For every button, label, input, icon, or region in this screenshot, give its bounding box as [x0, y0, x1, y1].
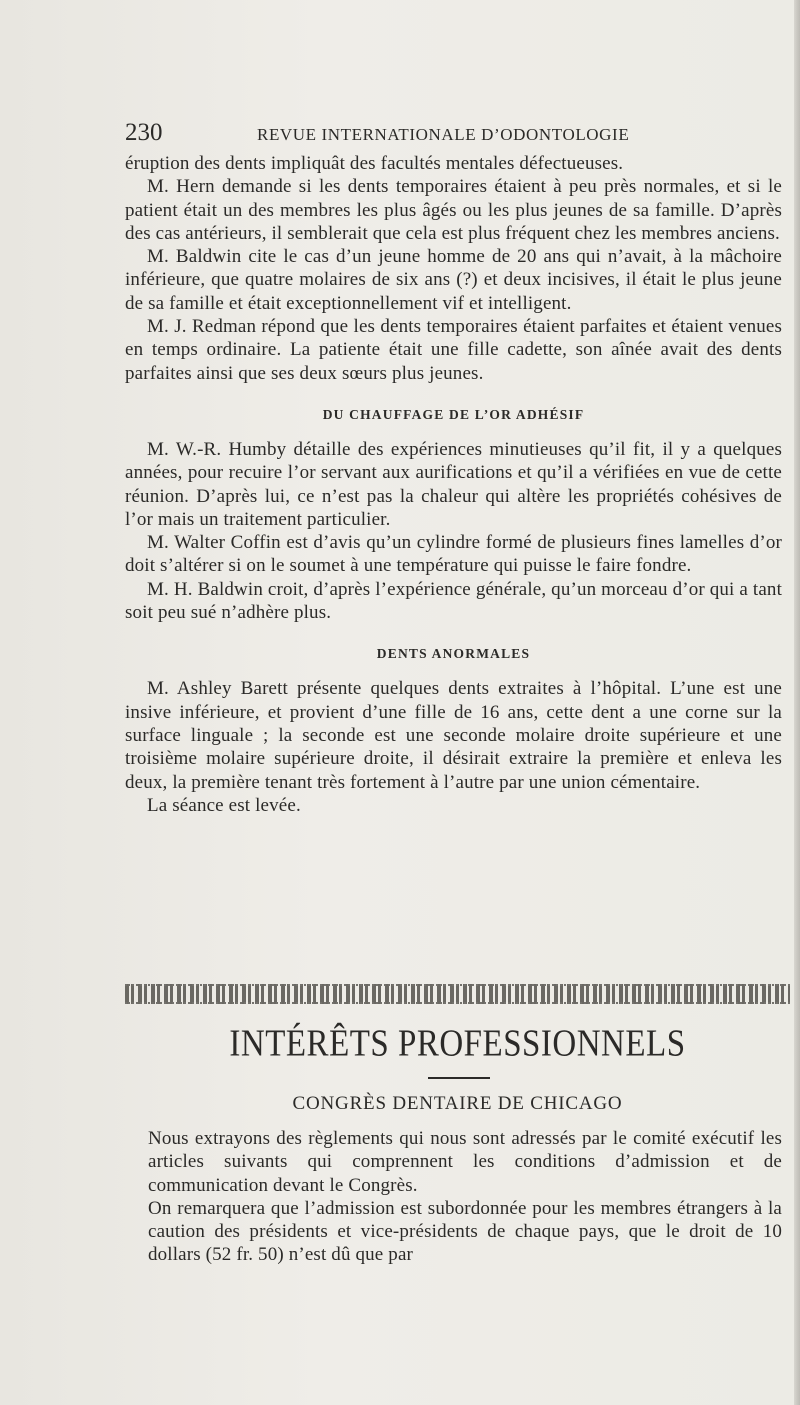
part-title: INTÉRÊTS PROFESSIONNELS	[229, 1023, 686, 1065]
paragraph: M. Baldwin cite le cas d’un jeune homme de 20 ans qui n’avait, à la mâchoire inférieure, que quatre molaires de six ans (?) et deux incisives, il était le plus jeune de sa famille et était exceptionnellement vif et intelligent.	[125, 246, 782, 314]
paragraph: M. Walter Coffin est d’avis qu’un cylindre formé de plusieurs fines lamelles d’or doit s’altérer si on le soumet à une température qui puisse le faire fondre.	[125, 532, 782, 577]
paragraph: M. W.-R. Humby détaille des expériences minutieuses qu’il fit, il y a quelques années, pour recuire l’or servant aux aurifications et qu’il a vérifiées en vue de cette réunion. D’après lui, ce n’est pas la chaleur qui altère les propriétés cohésives de l’or mais un traitement particulier.	[125, 438, 782, 530]
title-rule	[428, 1077, 490, 1079]
page-edge	[794, 0, 800, 1405]
paragraph: La séance est levée.	[147, 794, 301, 816]
part-subtitle: CONGRÈS DENTAIRE DE CHICAGO	[292, 1093, 623, 1114]
page-number: 230	[125, 119, 163, 146]
paragraph: Nous extrayons des règlements qui nous sont adressés par le comité exécutif les articles suivants qui comprennent les conditions d’admission et de communication devant le Congrès.	[148, 1128, 782, 1196]
section-title: DENTS ANORMALES	[376, 646, 531, 662]
paragraph: M. H. Baldwin croit, d’après l’expérience générale, qu’un morceau d’or qui a tant soit peu sué n’adhère plus.	[125, 578, 782, 624]
paragraph: On remarquera que l’admission est subordonnée pour les membres étrangers à la caution des présidents et vice-présidents de chaque pays, que le droit de 10 dollars (52 fr. 50) n’est dû que par	[148, 1197, 782, 1266]
section-title: DU CHAUFFAGE DE L’OR ADHÉSIF	[322, 406, 585, 422]
paragraph: M. Hern demande si les dents temporaires étaient à peu près normales, et si le patient était un des membres les plus âgés ou les plus jeunes de sa famille. D’après des cas antérieurs, il semblerait que cela est plus fréquent chez les membres anciens.	[125, 176, 782, 244]
paragraph: éruption des dents impliquât des facultés mentales défectueuses.	[125, 153, 624, 174]
paragraph: M. Ashley Barett présente quelques dents extraites à l’hôpital. L’une est une insive inférieure, et provient d’une fille de 16 ans, cette dent a une corne sur la surface linguale ; la seconde est une seconde molaire droite supérieure et une troisième molaire supérieure droite, il désirait extraire la première et enleva les deux, la première tenant très fortement à l’autre par une union cémentaire.	[125, 678, 782, 793]
running-head: REVUE INTERNATIONALE D’ODONTOLOGIE	[257, 125, 630, 144]
ornamental-divider	[125, 984, 790, 1004]
main-text	[125, 152, 782, 817]
paragraph: M. J. Redman répond que les dents temporaires étaient parfaites et étaient venues en temps ordinaire. La patiente était une fille cadette, son aînée avait des dents parfaites ainsi que ses deux sœurs plus jeunes.	[125, 316, 782, 384]
page-header	[125, 118, 680, 148]
part-text	[148, 1127, 782, 1267]
